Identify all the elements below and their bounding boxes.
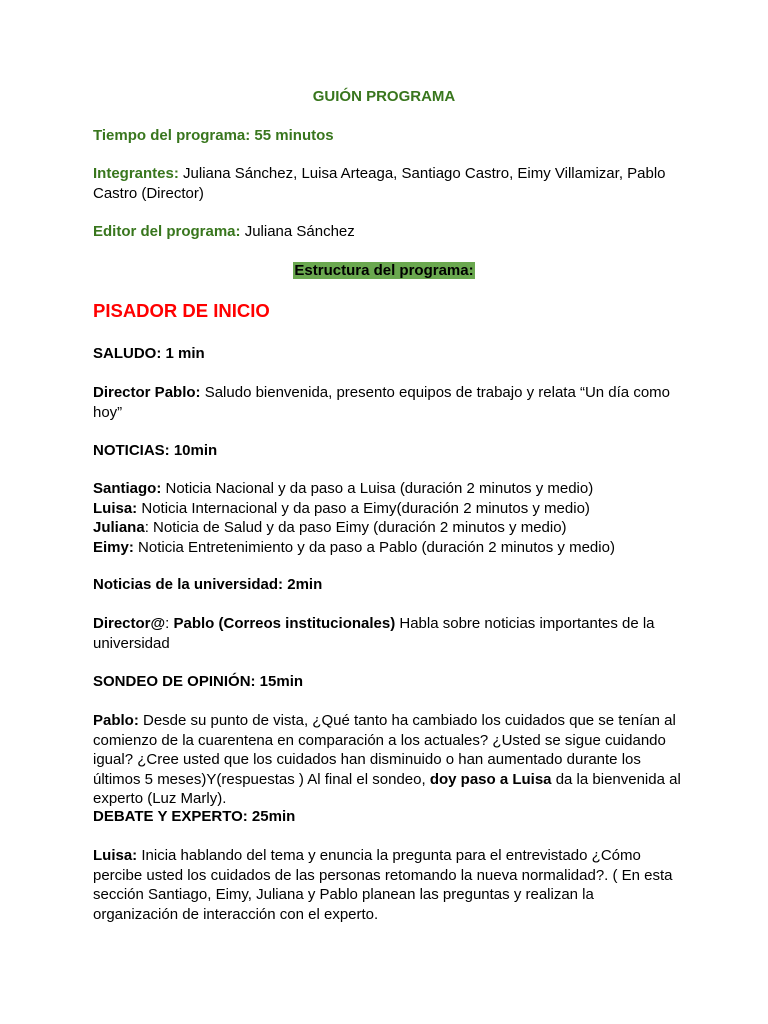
saludo-paragraph [93, 383, 683, 422]
universidad-speaker-detail: Pablo (Correos institucionales) [173, 615, 396, 632]
noticia-speaker: Eimy: [93, 538, 134, 556]
noticias-list [93, 479, 683, 557]
program-duration: Tiempo del programa: 55 minutos [93, 127, 334, 144]
sondeo-bold-text: doy paso a Luisa [429, 770, 552, 788]
noticia-line [93, 538, 683, 558]
noticia-text: Noticia Nacional y da paso a Luisa (duración 2 minutos y medio) [161, 480, 594, 497]
editor-name: Juliana Sánchez [240, 223, 355, 240]
noticia-speaker: Luisa: [93, 499, 138, 517]
debate-text: Inicia hablando del tema y enuncia la pregunta para el entrevistado ¿Cómo percibe usted los cuidados de las personas retomando la nueva normalidad?. ( En esta sección Santiago, Eimy, Juliana y Pablo planean las preguntas y realizan la organización de interacción con el experto. [93, 847, 673, 923]
members-paragraph [93, 164, 683, 203]
structure-heading-line [0, 261, 768, 281]
editor-label: Editor del programa: [93, 223, 241, 240]
noticia-speaker: Juliana [93, 519, 145, 536]
sondeo-heading: SONDEO DE OPINIÓN: 15min [93, 673, 304, 690]
noticia-text: Noticia Internacional y da paso a Eimy(duración 2 minutos y medio) [137, 499, 590, 517]
noticia-text: : Noticia de Salud y da paso Eimy (duración 2 minutos y medio) [144, 519, 567, 536]
members-names: Juliana Sánchez, Luisa Arteaga, Santiago Castro, Eimy Villamizar, Pablo Castro (Director) [93, 165, 666, 202]
universidad-speaker: Director@ [93, 615, 166, 632]
noticia-text: Noticia Entretenimiento y da paso a Pablo (duración 2 minutos y medio) [133, 538, 615, 556]
saludo-text: Saludo bienvenida, presento equipos de trabajo y relata “Un día como hoy” [93, 384, 670, 421]
sondeo-speaker: Pablo: [93, 712, 139, 729]
debate-heading: DEBATE Y EXPERTO: 25min [93, 808, 296, 825]
noticia-line [93, 479, 683, 499]
universidad-heading: Noticias de la universidad: 2min [93, 576, 323, 593]
universidad-text: Habla sobre noticias importantes de la universidad [93, 615, 655, 652]
universidad-separator: : [165, 615, 174, 632]
structure-heading: Estructura del programa: [294, 262, 474, 279]
noticia-line [93, 499, 683, 519]
editor-paragraph [93, 222, 683, 242]
sondeo-paragraph [93, 711, 683, 809]
sondeo-text-end: da la bienvenida al experto (Luz Marly). [93, 770, 681, 807]
sondeo-text: Desde su punto de vista, ¿Qué tanto ha cambiado los cuidados que se tenían al comienzo de la cuarentena en comparación a los actuales? ¿Usted se sigue cuidando igual? ¿Cree usted que los cuidados han disminuido o han aumentado durante los últimos 5 meses)Y(respuestas ) Al final el sondeo, [93, 712, 676, 788]
noticia-speaker: Santiago: [93, 480, 162, 497]
page-title: GUIÓN PROGRAMA [312, 88, 456, 105]
opening-heading: PISADOR DE INICIO [93, 300, 270, 321]
debate-speaker: Luisa: [93, 847, 138, 864]
universidad-paragraph [93, 614, 683, 653]
noticia-line [93, 518, 683, 538]
saludo-heading: SALUDO: 1 min [93, 345, 205, 362]
members-label: Integrantes: [93, 165, 179, 182]
saludo-speaker: Director Pablo: [93, 384, 201, 401]
noticias-heading: NOTICIAS: 10min [93, 442, 218, 459]
debate-paragraph [93, 846, 683, 924]
